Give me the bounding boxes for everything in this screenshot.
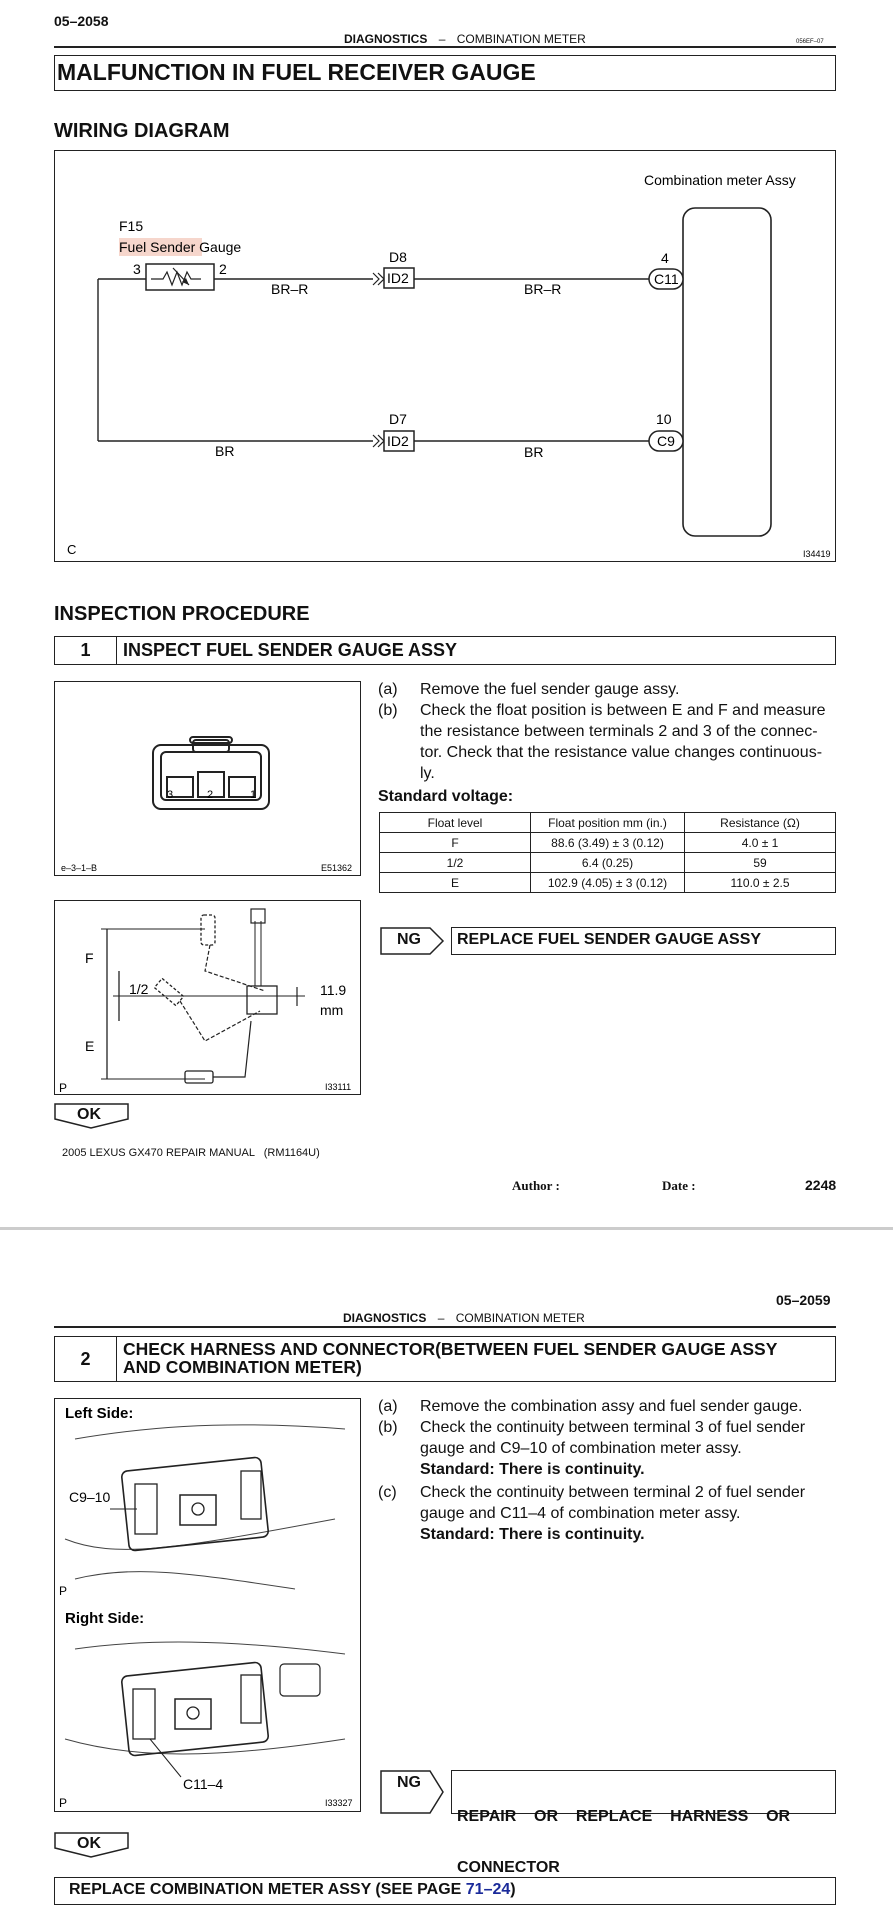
proc2-a-text: Remove the combination assy and fuel sender gauge. [420, 1398, 803, 1415]
ng-action-2-line-1: REPAIR OR REPLACE HARNESS OR [457, 1808, 791, 1825]
right-connector-c11 [133, 1689, 155, 1739]
title-box [54, 55, 836, 91]
proc-b-line-4: ly. [420, 765, 435, 782]
wiring-diagram-svg [55, 151, 837, 563]
page-number: 05–2058 [54, 13, 109, 29]
step-2-title-line-2: AND COMBINATION METER) [123, 1357, 362, 1377]
ng-badge-1 [380, 927, 450, 955]
harness-figure-svg [55, 1399, 362, 1813]
step-2-title-line-1: CHECK HARNESS AND CONNECTOR(BETWEEN FUEL SENDER GAUGE ASSY [123, 1339, 778, 1359]
spec-header-cell: Resistance (Ω) [685, 813, 836, 833]
header-rule [54, 46, 836, 48]
ng-action-2-line-2: CONNECTOR [457, 1859, 560, 1876]
wire-brr-1: BR–R [271, 281, 309, 297]
c11-leader [150, 1739, 181, 1777]
wire-brr-2: BR–R [524, 281, 562, 297]
id2-top-label: ID2 [387, 270, 409, 286]
ng-action-box-1 [451, 927, 836, 955]
sender-resistor-box [146, 264, 214, 290]
footer-date: Date : [662, 1178, 696, 1193]
arm-half [180, 1001, 260, 1041]
right-clamp [175, 1699, 211, 1729]
right-connector-other [241, 1675, 261, 1723]
inspection-heading: INSPECTION PROCEDURE [54, 603, 310, 625]
proc2-c-line-2: gauge and C11–4 of combination meter assy. [420, 1505, 741, 1522]
spec-table [379, 812, 836, 893]
spec-row [380, 873, 836, 893]
spec-cell: 88.6 (3.49) ± 3 (0.12) [531, 833, 685, 853]
spec-header-cell: Float position mm (in.) [531, 813, 685, 833]
final-action-box [54, 1877, 836, 1905]
float-half-label: 1/2 [129, 981, 149, 997]
ok-badge-1 [54, 1103, 130, 1129]
header-section: DIAGNOSTICS – COMBINATION METER [344, 32, 586, 46]
pin-2-label: 2 [219, 261, 227, 277]
spec-cell: F [380, 833, 531, 853]
sender-name: Fuel Sender Gauge [119, 239, 242, 255]
tiny-code: 056EF–07 [796, 39, 824, 45]
arm-e [213, 1021, 251, 1077]
ng-label-2: NG [397, 1774, 421, 1791]
step-2-number: 2 [55, 1337, 117, 1381]
proc-b-line-1: Check the float position is between E and F and measure [420, 702, 826, 719]
c11-label: C11 [654, 271, 679, 287]
step-1-title: INSPECT FUEL SENDER GAUGE ASSY [123, 640, 458, 660]
ok-label-2: OK [77, 1835, 101, 1852]
proc2-b-line-1: Check the continuity between terminal 3 of fuel sender [420, 1419, 806, 1436]
resistor-zigzag [151, 272, 201, 285]
ng-label-1: NG [397, 931, 421, 948]
float-figure-svg [55, 901, 362, 1096]
spec-row [380, 833, 836, 853]
spec-cell: 102.9 (4.05) ± 3 (0.12) [531, 873, 685, 893]
fig-p-1: P [59, 1584, 68, 1598]
left-connector-c9 [135, 1484, 157, 1534]
wire-plug [251, 909, 265, 923]
spec-cell: 6.4 (0.25) [531, 853, 685, 873]
fig2-id: I33111 [325, 1082, 352, 1092]
c9-10-label: C9–10 [69, 1489, 111, 1505]
float-e-label: E [85, 1038, 95, 1054]
page-separator [0, 1227, 893, 1230]
left-side-label: Left Side: [65, 1405, 134, 1422]
spec-cell: 1/2 [380, 853, 531, 873]
ok-badge-2 [54, 1832, 130, 1858]
arm-f [205, 945, 265, 991]
fig1-right-code: E51362 [321, 863, 353, 873]
standard-c: Standard: There is continuity. [420, 1526, 645, 1543]
ng-badge-2 [380, 1770, 450, 1814]
proc2-a-label: (a) [378, 1398, 398, 1415]
float-f-label: F [85, 950, 94, 966]
fig1-left-code: e–3–1–B [61, 863, 98, 873]
final-action [69, 1881, 516, 1899]
float-e-position [185, 1071, 213, 1083]
float-figure [54, 900, 361, 1095]
final-action-text: REPLACE COMBINATION METER ASSY (SEE PAGE [69, 1881, 466, 1898]
d8-label: D8 [389, 249, 407, 265]
proc-b-line-2: the resistance between terminals 2 and 3 of the connec- [420, 723, 818, 740]
header-section-2: DIAGNOSTICS – COMBINATION METER [343, 1311, 585, 1325]
header-rule-2 [54, 1326, 836, 1328]
connector-pin-2: 2 [207, 789, 214, 801]
pin-3-label: 3 [133, 261, 141, 277]
id2-bottom-chevron-1 [373, 435, 379, 447]
proc-a-label: (a) [378, 681, 398, 698]
d7-label: D7 [389, 411, 407, 427]
step-1-header [54, 636, 836, 665]
c9-label: C9 [657, 433, 675, 449]
ng-action-1: REPLACE FUEL SENDER GAUGE ASSY [457, 931, 762, 948]
left-clamp [180, 1495, 216, 1525]
spec-cell: 4.0 ± 1 [685, 833, 836, 853]
dash-outline-1 [75, 1425, 345, 1439]
step-1-procedure [378, 679, 838, 787]
step-2-procedure [378, 1396, 838, 1546]
spec-cell: 59 [685, 853, 836, 873]
pin-10-label: 10 [656, 411, 672, 427]
dash-outline-3 [75, 1572, 295, 1589]
footer-author: Author : [512, 1178, 560, 1193]
standard-b: Standard: There is continuity. [420, 1461, 645, 1478]
proc2-c-label: (c) [378, 1484, 397, 1501]
page-link[interactable]: 71–24 [465, 1881, 511, 1898]
footer-page-number: 2248 [805, 1177, 837, 1193]
spec-header-cell: Float level [380, 813, 531, 833]
final-action-close: ) [510, 1881, 516, 1898]
wiring-diagram [54, 150, 836, 562]
dash-outline-5 [65, 1739, 345, 1754]
ok-label-1: OK [77, 1106, 101, 1123]
proc2-b-line-2: gauge and C9–10 of combination meter assy. [420, 1440, 742, 1457]
page-number-2: 05–2059 [776, 1292, 831, 1308]
step-1-number: 1 [55, 637, 117, 664]
connector-pin-3: 3 [167, 789, 174, 801]
fig2-p: P [59, 1081, 68, 1095]
diagram-fig-id: I34419 [803, 549, 831, 559]
harness-fig-id: I33327 [325, 1798, 353, 1808]
connector-figure [54, 681, 361, 876]
fig-p-2: P [59, 1796, 68, 1810]
spec-header-row [380, 813, 836, 833]
proc-b-line-3: tor. Check that the resistance value changes continuous- [420, 744, 823, 761]
spec-cell: E [380, 873, 531, 893]
step-2-title [123, 1340, 777, 1376]
standard-label: Standard voltage: [378, 788, 514, 805]
connector-pin-1: 1 [250, 789, 257, 801]
corner-c: C [67, 542, 77, 557]
spec-cell: 110.0 ± 2.5 [685, 873, 836, 893]
proc-a-text: Remove the fuel sender gauge assy. [420, 681, 680, 698]
sender-id: F15 [119, 218, 144, 234]
wiring-heading: WIRING DIAGRAM [54, 120, 230, 142]
float-f-position [201, 915, 215, 945]
connector-figure-svg [55, 682, 362, 877]
meter-label: Combination meter Assy [644, 172, 796, 188]
right-aux-part [280, 1664, 320, 1696]
pin-4-label: 4 [661, 250, 669, 266]
id2-bottom-label: ID2 [387, 433, 409, 449]
proc-b-label: (b) [378, 702, 398, 719]
float-dim-value: 11.9 [320, 982, 347, 998]
id2-top-chevron-1 [373, 273, 379, 285]
spec-row [380, 853, 836, 873]
step-2-header [54, 1336, 836, 1382]
footer-manual: 2005 LEXUS GX470 REPAIR MANUAL (RM1164U) [62, 1147, 320, 1159]
left-connector-c11 [241, 1471, 261, 1519]
proc2-b-label: (b) [378, 1419, 398, 1436]
float-dim-unit: mm [320, 1002, 344, 1018]
ng-action-box-2 [451, 1770, 836, 1876]
wire-br-2: BR [524, 444, 544, 460]
dash-outline-4 [75, 1642, 345, 1654]
page-title: MALFUNCTION IN FUEL RECEIVER GAUGE [57, 59, 536, 85]
wire-br-1: BR [215, 443, 235, 459]
right-side-label: Right Side: [65, 1610, 145, 1627]
harness-figure [54, 1398, 361, 1812]
float-half-position [154, 978, 183, 1005]
meter-body [683, 208, 771, 536]
c11-4-label: C11–4 [183, 1776, 224, 1792]
proc2-c-line-1: Check the continuity between terminal 2 of fuel sender [420, 1484, 806, 1501]
